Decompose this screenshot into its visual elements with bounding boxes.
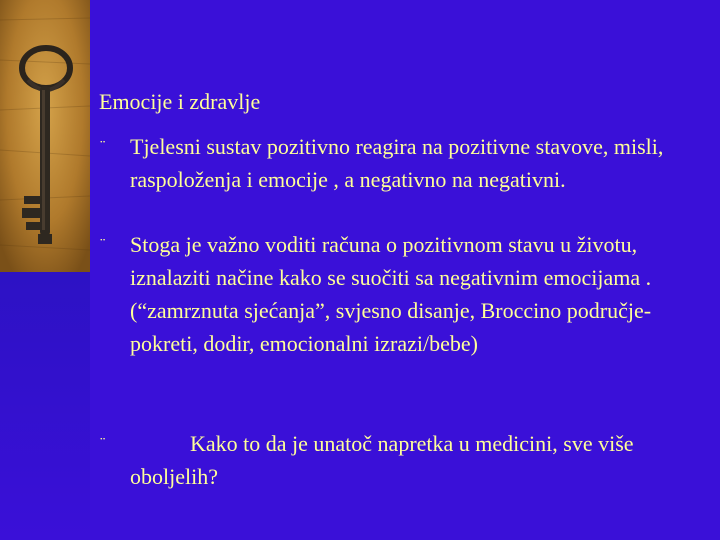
bullet-item: [100, 427, 700, 493]
diamond-bullet-icon: ¨: [100, 138, 106, 155]
bullet-text: Tjelesni sustav pozitivno reagira na pozitivne stavove, misli, raspoloženja i emocije , a negativno na negativni.: [130, 134, 664, 192]
slide-title: Emocije i zdravlje: [99, 89, 261, 114]
antique-key-image: [0, 0, 90, 272]
diamond-bullet-icon: ¨: [100, 435, 106, 452]
bullet-text: Kako to da je unatoč napretka u medicini, sve više oboljelih?: [130, 431, 634, 489]
bullet-text: Stoga je važno voditi računa o pozitivnom stavu u životu, iznalaziti načine kako se suočiti sa negativnim emocijama .(“zamrznuta sjećanja”, svjesno disanje, Broccino područje- pokreti, dodir, emocionalni izrazi/bebe): [130, 232, 652, 356]
left-panel: [0, 0, 90, 540]
bullet-item: [100, 228, 700, 360]
diamond-bullet-icon: ¨: [100, 236, 106, 253]
bullet-item: [100, 130, 700, 196]
